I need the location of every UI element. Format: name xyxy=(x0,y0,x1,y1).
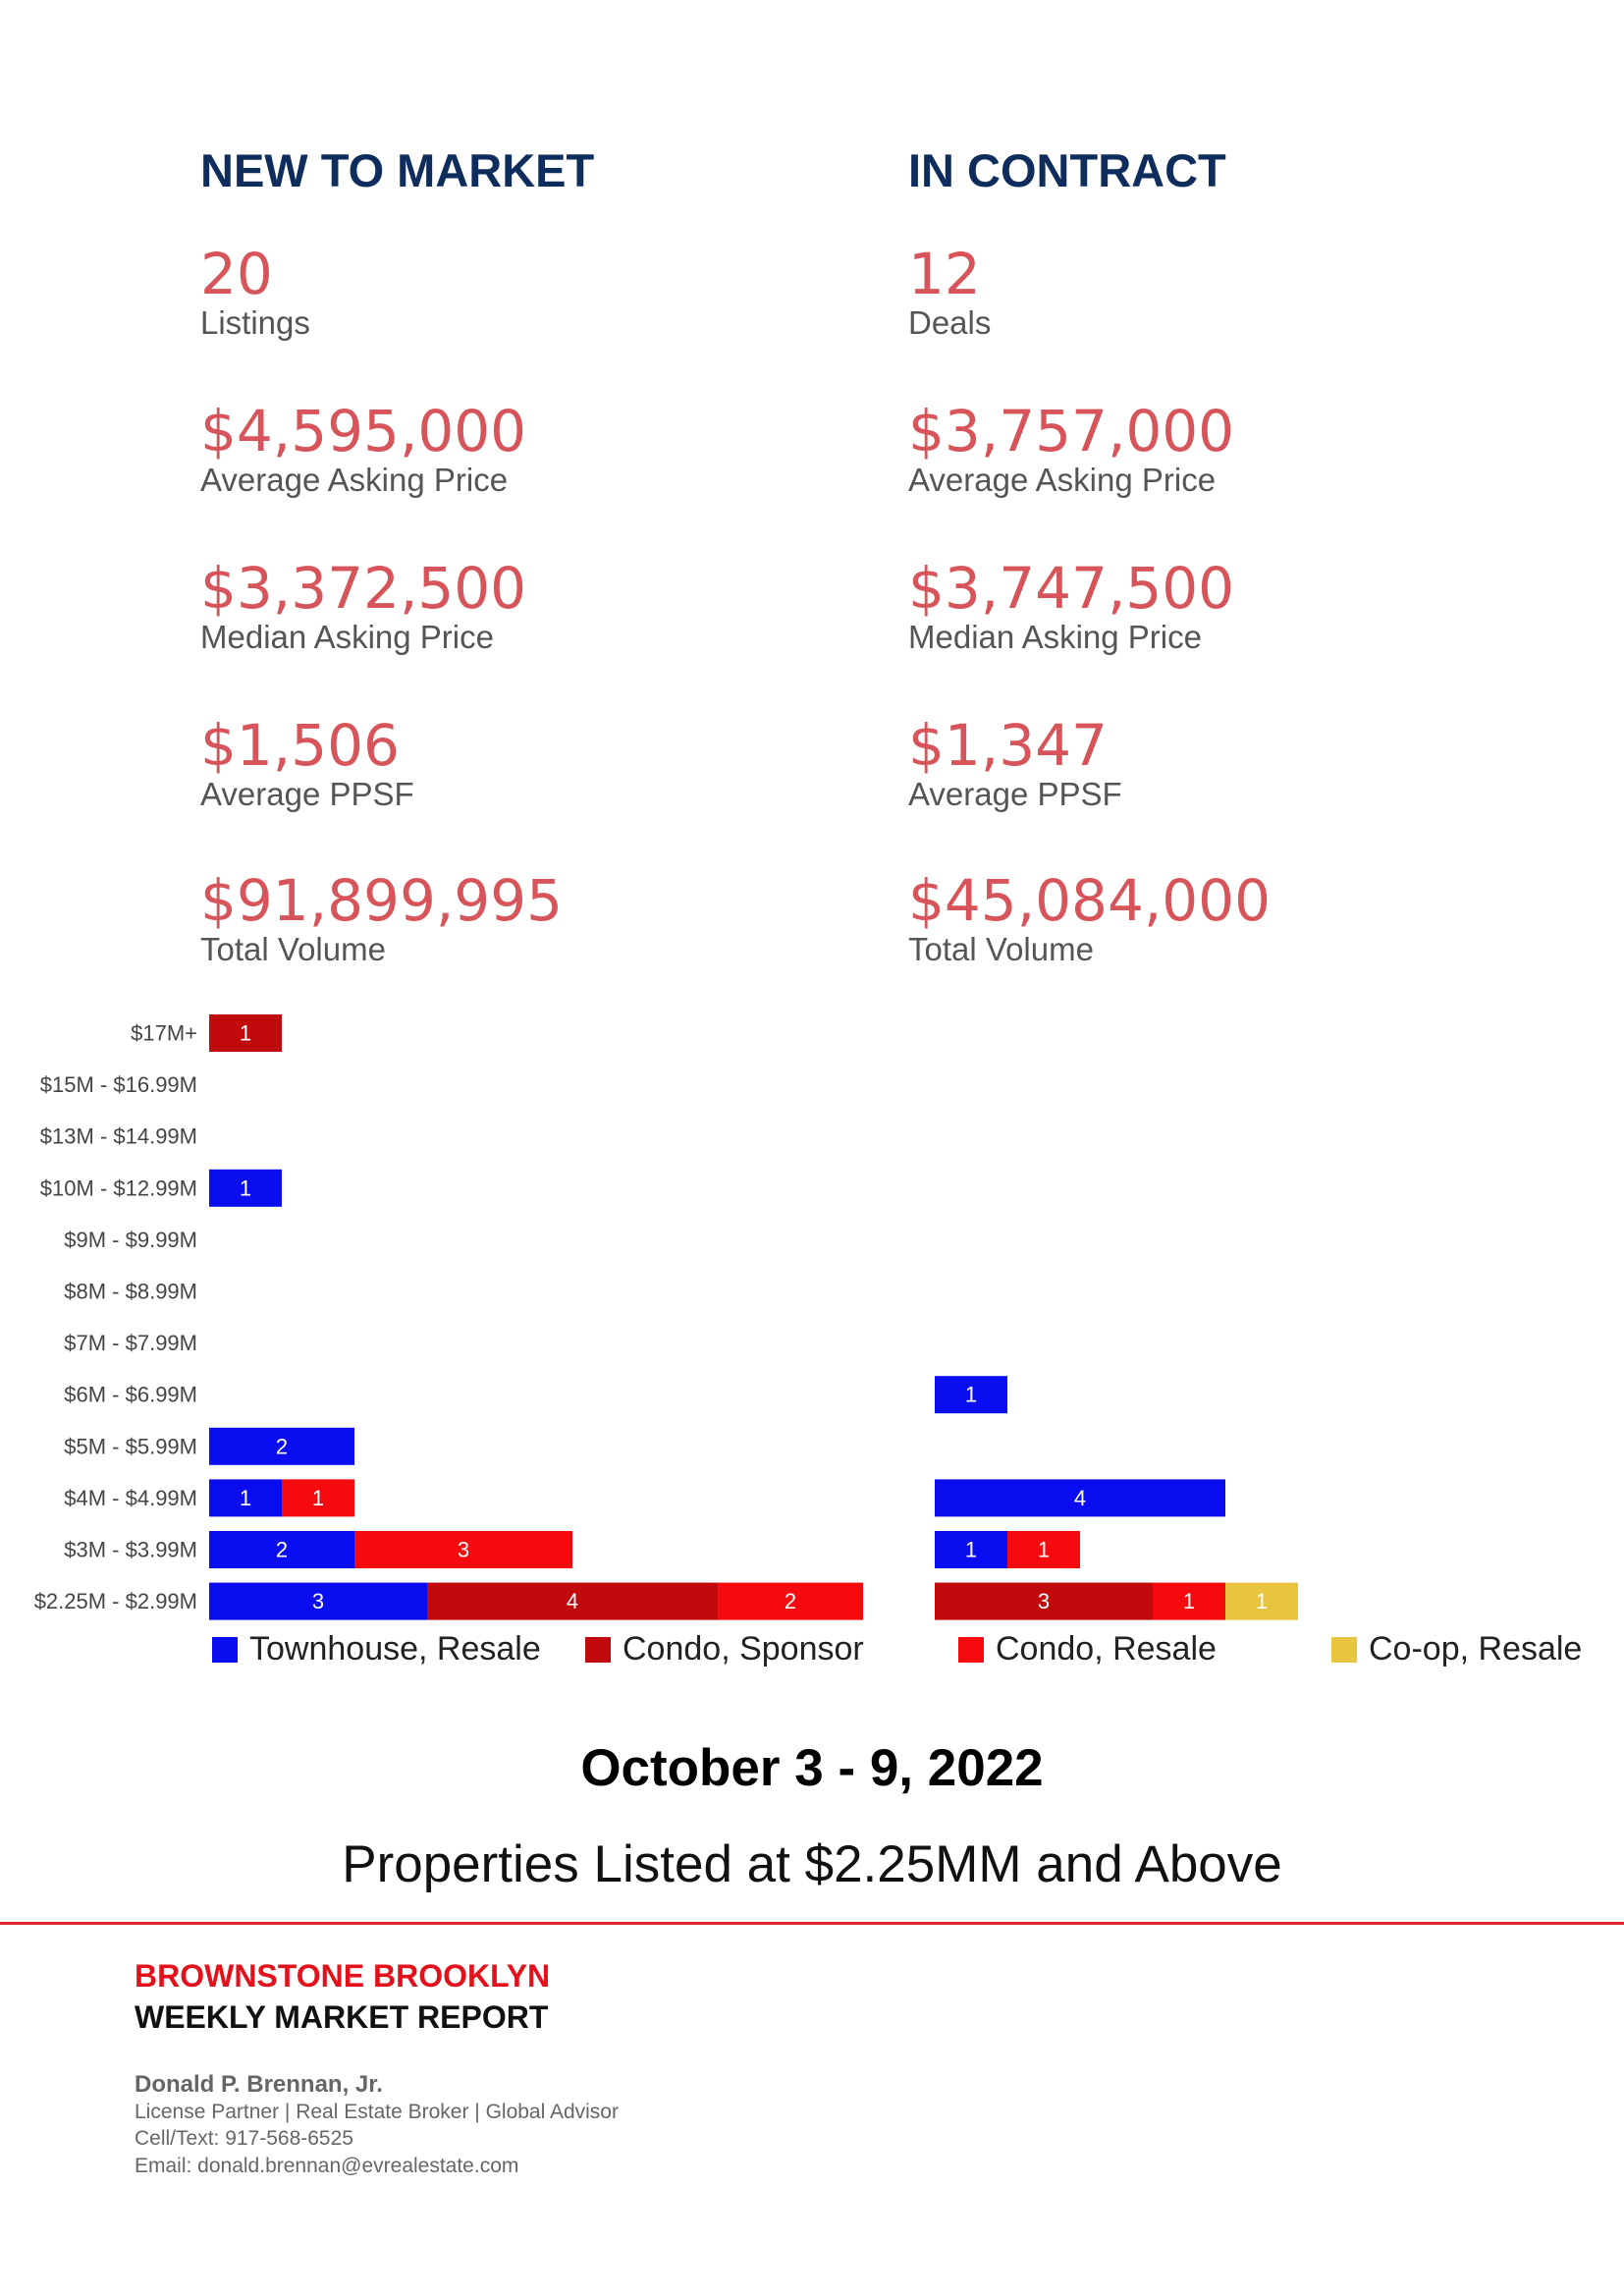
stat-label: Median Asking Price xyxy=(200,619,494,655)
legend-item-townhouse-resale xyxy=(212,1630,541,1668)
bar-data-label: 1 xyxy=(964,1537,978,1562)
bar-data-label: 1 xyxy=(239,1175,252,1201)
legend-label: Condo, Resale xyxy=(996,1630,1217,1667)
stat-median-asking-price xyxy=(200,555,527,655)
stat-value: $1,506 xyxy=(200,712,400,779)
legend-swatch xyxy=(958,1637,984,1663)
chart-legend xyxy=(0,1630,1624,1673)
stat-value: $1,347 xyxy=(908,712,1108,779)
report-subtitle: Properties Listed at $2.25MM and Above xyxy=(342,1835,1282,1893)
bar-data-label: 1 xyxy=(1037,1537,1051,1562)
stat-label: Average Asking Price xyxy=(908,462,1217,498)
bar-data-label: 2 xyxy=(275,1537,289,1562)
bar-data-label: 2 xyxy=(784,1589,797,1614)
new-to-market-heading: NEW TO MARKET xyxy=(200,144,595,196)
stat-label: Median Asking Price xyxy=(908,619,1202,655)
stat-value: 12 xyxy=(908,241,981,307)
bar-data-label: 1 xyxy=(239,1020,252,1046)
stat-label: Total Volume xyxy=(908,931,1094,967)
y-tick-label: $9M - $9.99M xyxy=(64,1227,197,1252)
stat-average-asking-price xyxy=(908,398,1235,498)
in-contract-column xyxy=(908,144,1497,967)
stat-average-asking-price xyxy=(200,398,527,498)
stat-total-volume xyxy=(908,867,1271,967)
y-tick-label: $8M - $8.99M xyxy=(64,1279,197,1304)
y-tick-label: $13M - $14.99M xyxy=(39,1123,197,1149)
bar-data-label: 3 xyxy=(457,1537,470,1562)
stat-label: Average PPSF xyxy=(200,776,414,812)
stat-value: 20 xyxy=(200,241,273,307)
bar-data-label: 3 xyxy=(1037,1589,1051,1614)
agent-email: Email: donald.brennan@evrealestate.com xyxy=(135,2154,519,2177)
bar-data-label: 1 xyxy=(239,1485,252,1510)
bar-data-label: 4 xyxy=(566,1589,579,1614)
stat-deals xyxy=(908,241,992,341)
legend-swatch xyxy=(585,1637,611,1663)
y-tick-label: $2.25M - $2.99M xyxy=(33,1589,197,1614)
stat-listings xyxy=(200,241,310,341)
legend-swatch xyxy=(212,1637,238,1663)
bar-data-label: 1 xyxy=(1255,1589,1269,1614)
report-name: WEEKLY MARKET REPORT xyxy=(135,1998,549,2035)
legend-label: Condo, Sponsor xyxy=(623,1630,864,1667)
stat-value: $91,899,995 xyxy=(200,867,563,934)
stat-label: Deals xyxy=(908,304,992,341)
report-footer xyxy=(135,1956,619,2179)
y-tick-label: $3M - $3.99M xyxy=(64,1537,197,1562)
stat-value: $3,757,000 xyxy=(908,398,1235,465)
legend-label: Co-op, Resale xyxy=(1369,1630,1583,1667)
bar-data-label: 4 xyxy=(1073,1485,1087,1510)
stat-average-ppsf xyxy=(908,712,1122,812)
report-date-range: October 3 - 9, 2022 xyxy=(580,1739,1044,1797)
stat-label: Listings xyxy=(200,304,310,341)
footer-divider xyxy=(0,1922,1624,1925)
bar-data-label: 1 xyxy=(311,1485,325,1510)
stat-label: Average PPSF xyxy=(908,776,1122,812)
y-tick-label: $15M - $16.99M xyxy=(39,1072,197,1098)
stat-average-ppsf xyxy=(200,712,414,812)
stat-value: $4,595,000 xyxy=(200,398,527,465)
legend-swatch xyxy=(1331,1637,1357,1663)
y-tick-label: $6M - $6.99M xyxy=(64,1382,197,1407)
bar-data-label: 1 xyxy=(964,1382,978,1407)
stat-label: Total Volume xyxy=(200,931,386,967)
legend-item-condo-sponsor xyxy=(585,1630,864,1668)
stat-value: $45,084,000 xyxy=(908,867,1271,934)
stat-median-asking-price xyxy=(908,555,1235,655)
bar-data-label: 1 xyxy=(1182,1589,1196,1614)
agent-phone: Cell/Text: 917-568-6525 xyxy=(135,2127,353,2151)
y-tick-label: $4M - $4.99M xyxy=(64,1485,197,1510)
stat-total-volume xyxy=(200,867,563,967)
stat-value: $3,372,500 xyxy=(200,555,527,622)
legend-label: Townhouse, Resale xyxy=(249,1630,541,1667)
brand-name: BROWNSTONE BROOKLYN xyxy=(135,1958,551,1994)
bar-data-label: 3 xyxy=(311,1589,325,1614)
y-tick-label: $7M - $7.99M xyxy=(64,1331,197,1356)
legend-item-coop-resale xyxy=(1331,1630,1582,1668)
y-tick-label: $10M - $12.99M xyxy=(39,1175,197,1201)
agent-title: License Partner | Real Estate Broker | Global Advisor xyxy=(135,2101,619,2124)
legend-item-condo-resale xyxy=(958,1630,1217,1668)
stat-label: Average Asking Price xyxy=(200,462,509,498)
bar-data-label: 2 xyxy=(275,1434,289,1459)
y-tick-label: $17M+ xyxy=(131,1020,197,1046)
price-range-bar-chart xyxy=(0,1002,1624,1630)
agent-name: Donald P. Brennan, Jr. xyxy=(135,2071,383,2099)
new-to-market-column xyxy=(200,144,789,967)
stat-value: $3,747,500 xyxy=(908,555,1235,622)
in-contract-heading: IN CONTRACT xyxy=(908,144,1226,196)
y-tick-label: $5M - $5.99M xyxy=(64,1434,197,1459)
